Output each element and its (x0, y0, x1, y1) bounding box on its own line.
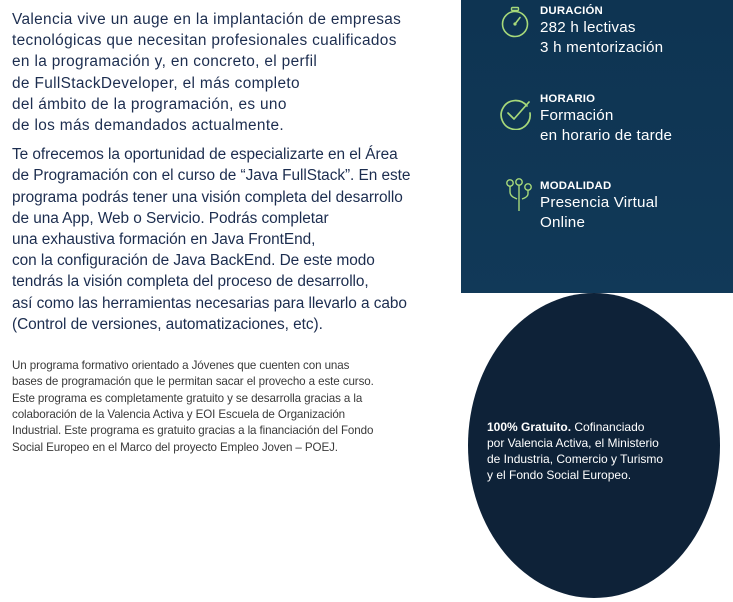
course-description (12, 9, 452, 456)
duration-value: 282 h lectivas 3 h mentorización (540, 19, 664, 56)
funding-text: Cofinanciado por Valencia Activa, el Ministerio de Industria, Comercio y Turismo y el Fondo Social Europeo. (487, 420, 664, 482)
stopwatch-icon (499, 4, 533, 40)
checkmark-circle-icon (499, 96, 533, 130)
funding-statement (487, 419, 702, 483)
schedule-label: HORARIO (540, 93, 596, 105)
modality-label: MODALIDAD (540, 180, 612, 192)
network-icon (505, 178, 533, 214)
modality-block (540, 179, 658, 233)
info-panel (461, 0, 733, 602)
funding-highlight: 100% Gratuito. (487, 420, 572, 434)
schedule-block (540, 92, 672, 146)
program-note: Un programa formativo orientado a Jóvenes que cuenten con unas bases de programación que le permitan sacar el provecho a este curso. Este programa es completamente gratuito y se desarrolla gracias a la colaboración de la Valencia Activa y EOI Escuela de Organización Industrial. Este programa es gratuito gracias a la financiación del Fondo Social Europeo en el Marco del proyecto Empleo Joven – POEJ. (12, 359, 374, 454)
duration-label: DURACIÓN (540, 5, 603, 17)
modality-value: Presencia Virtual Online (540, 194, 658, 231)
schedule-value: Formación en horario de tarde (540, 107, 673, 144)
offer-paragraph: Te ofrecemos la oportunidad de especializarte en el Área de Programación con el curso de “Java FullStack”. En este programa podrás tener una visión completa del desarrollo de una App, Web o Servicio. Podrás completar una exhaustiva formación en Java FrontEnd, con la configuración de Java BackEnd. De este modo tendrás la visión completa del proceso de desarrollo, así como las herramientas necesarias para llevarlo a cabo (Control de versiones, automatizaciones, etc). (12, 146, 411, 333)
intro-paragraph: Valencia vive un auge en la implantación de empresas tecnológicas que necesitan profesionales cualificados en la programación y, en concreto, el perfil de FullStackDeveloper, el más completo del ámbito de la programación, es uno de los más demandados actualmente. (12, 11, 402, 135)
duration-block (540, 4, 663, 58)
